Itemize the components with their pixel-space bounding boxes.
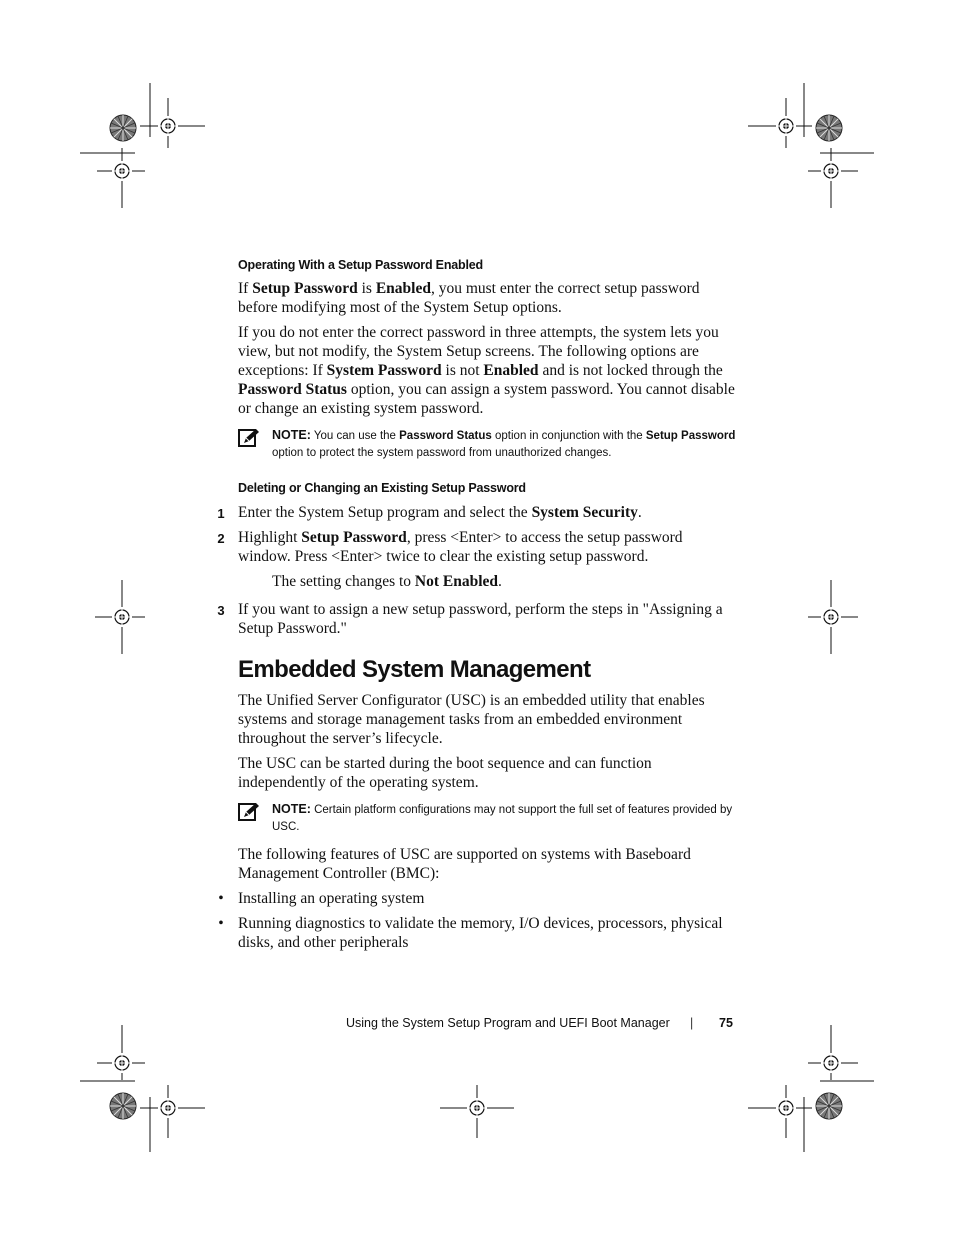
note-password-status xyxy=(238,427,738,462)
heading-setup-password-enabled: Operating With a Setup Password Enabled xyxy=(238,258,483,272)
heading-embedded-system-management: Embedded System Management xyxy=(238,656,591,683)
step-1: 1 Enter the System Setup program and select the System Security. xyxy=(217,504,642,521)
page-number: 75 xyxy=(719,1016,733,1030)
footer-chapter-title: Using the System Setup Program and UEFI Boot Manager xyxy=(346,1016,670,1030)
step-2: 2 Highlight Setup Password, press <Enter> to access the setup password window. Press <Enter> twice to clear the existing setup password. xyxy=(217,529,683,565)
paragraph-usc-features: The following features of USC are supported on systems with Baseboard Management Controller (BMC): xyxy=(238,846,691,882)
paragraph-usc-intro: The Unified Server Configurator (USC) is an embedded utility that enables systems and storage management tasks from an embedded environment throughout the server’s lifecycle. xyxy=(238,692,705,747)
pencil-note-icon xyxy=(238,427,272,462)
step-2-result: The setting changes to Not Enabled. xyxy=(272,573,502,590)
paragraph-usc-boot: The USC can be started during the boot sequence and can function independently of the operating system. xyxy=(238,755,652,791)
paragraph-setup-password-intro: If Setup Password is Enabled, you must enter the correct setup password before modifying most of the System Setup options. xyxy=(238,280,700,316)
footer-separator: | xyxy=(690,1016,694,1030)
pencil-note-icon xyxy=(238,801,272,836)
note-text: NOTE: You can use the Password Status option in conjunction with the Setup Password option to protect the system password from unauthorized changes. xyxy=(272,428,736,459)
page-content xyxy=(217,258,738,952)
note-text: NOTE: Certain platform configurations may not support the full set of features provided by USC. xyxy=(272,802,733,833)
note-platform-config xyxy=(238,801,738,836)
paragraph-password-attempts: If you do not enter the correct password in three attempts, the system lets you view, but not modify, the System Setup screens. The following options are exceptions: If System Password is not Enabled and is not locked through the Password Status option, you can assign a system password. You cannot disable or change an existing system password. xyxy=(238,324,735,417)
heading-delete-setup-password: Deleting or Changing an Existing Setup Password xyxy=(238,481,526,495)
list-item: • Running diagnostics to validate the memory, I/O devices, processors, physical disks, and other peripherals xyxy=(218,915,723,951)
step-3: 3 If you want to assign a new setup password, perform the steps in "Assigning a Setup Password." xyxy=(217,601,723,637)
list-item: • Installing an operating system xyxy=(218,890,425,907)
